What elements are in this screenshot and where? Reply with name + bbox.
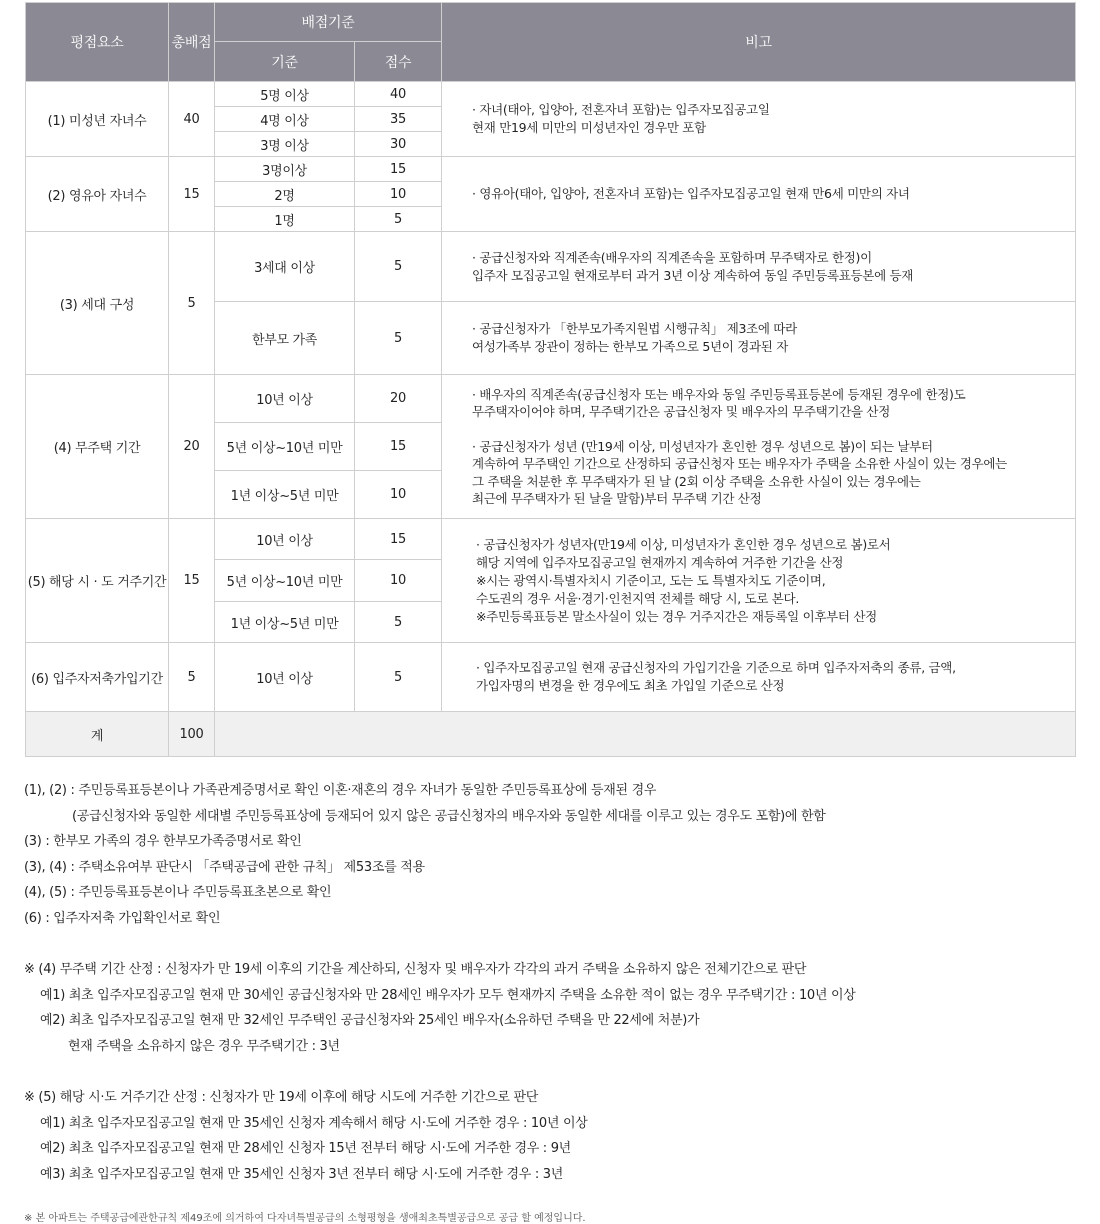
- example-line: 예2) 최초 입주자모집공고일 현재 만 32세인 무주택인 공급신청자와 25세인 배우자(소유하던 주택을 만 22세에 처분)가: [40, 1013, 700, 1029]
- total-value: 100: [169, 712, 215, 757]
- remark-line: · 공급신청자가 성년자(만19세 이상, 미성년자가 혼인한 경우 성년으로 봄)로서: [476, 536, 891, 552]
- example-line: 예3) 최초 입주자모집공고일 현재 만 35세인 신청자 3년 전부터 해당 시·도에 거주한 경우 : 3년: [40, 1166, 563, 1182]
- example-line: 예1) 최초 입주자모집공고일 현재 만 30세인 공급신청자와 만 28세인 배우자가 모두 현재까지 주택을 소유한 적이 없는 경우 무주택기간 : 10년 이상: [40, 987, 856, 1003]
- example-line: 예1) 최초 입주자모집공고일 현재 만 35세인 신청자 계속해서 해당 시·도에 거주한 경우 : 10년 이상: [40, 1115, 588, 1131]
- remark-line: ※시는 광역시·특별자치시 기준이고, 도는 도 특별자치도 기준이며,: [476, 572, 826, 588]
- remark-line: 입주자 모집공고일 현재로부터 과거 3년 이상 계속하여 동일 주민등록표등본에 등재: [472, 267, 914, 283]
- remark-line: 최근에 무주택자가 된 날을 말함)부터 무주택 기간 산정: [472, 491, 762, 506]
- score-cell: 5: [355, 302, 442, 375]
- remark-line: ※주민등록표등본 말소사실이 있는 경우 거주지간은 재등록일 이후부터 산정: [476, 608, 877, 624]
- total-cell: 15: [169, 519, 215, 643]
- remark-cell: [442, 157, 1076, 232]
- notes-section: [24, 778, 1084, 1188]
- remark-line: 수도권의 경우 서울·경기·인천지역 전체를 해당 시, 도로 본다.: [476, 590, 800, 606]
- criterion-cell: 5년 이상~10년 미만: [215, 423, 355, 471]
- remark-line: · 영유아(태아, 입양아, 전혼자녀 포함)는 입주자모집공고일 현재 만6세 미만의 자녀: [472, 186, 910, 201]
- criterion-cell: 5명 이상: [215, 82, 355, 107]
- note-line: (1), (2) : 주민등록표등본이나 가족관계증명서로 확인 이혼·재혼의 경우 자녀가 동일한 주민등록표상에 등재된 경우: [24, 783, 657, 798]
- note-line: (3) : 한부모 가족의 경우 한부모가족증명서로 확인: [24, 834, 302, 850]
- remark-line: 가입자명의 변경을 한 경우에도 최초 가입일 기준으로 산정: [476, 678, 785, 693]
- factor-cell: (3) 세대 구성: [26, 232, 169, 375]
- score-cell: 5: [355, 232, 442, 302]
- remark-line: 해당 지역에 입주자모집공고일 현재까지 계속하여 거주한 기간을 산정: [476, 554, 844, 570]
- remark-line: · 공급신청자가 성년 (만19세 이상, 미성년자가 혼인한 경우 성년으로 봄)이 되는 날부터: [472, 438, 933, 454]
- total-cell: 15: [169, 157, 215, 232]
- remark-line: · 공급신청자와 직계존속(배우자의 직계존속을 포함하며 무주택자로 한정)이: [472, 249, 872, 265]
- score-cell: 5: [355, 207, 442, 232]
- factor-cell: (4) 무주택 기간: [26, 375, 169, 519]
- example-line: 현재 주택을 소유하지 않은 경우 무주택기간 : 3년: [68, 1038, 340, 1054]
- score-cell: 35: [355, 107, 442, 132]
- note-line: ※ (4) 무주택 기간 산정 : 신청자가 만 19세 이후의 기간을 계산하되, 신청자 및 배우자가 각각의 과거 주택을 소유하지 않은 전체기간으로 판단: [24, 962, 807, 978]
- remark-cell: [442, 375, 1076, 519]
- remark-cell: [442, 232, 1076, 302]
- header-criterion: 기준: [215, 42, 355, 82]
- score-cell: 30: [355, 132, 442, 157]
- remark-cell: [442, 82, 1076, 157]
- criterion-cell: 3세대 이상: [215, 232, 355, 302]
- criterion-cell: 2명: [215, 182, 355, 207]
- criterion-cell: 5년 이상~10년 미만: [215, 560, 355, 602]
- score-cell: 10: [355, 560, 442, 602]
- score-cell: 15: [355, 519, 442, 560]
- remark-line: · 배우자의 직계존속(공급신청자 또는 배우자와 동일 주민등록표등본에 등재된 경우에 한정)도: [472, 386, 966, 402]
- score-cell: 20: [355, 375, 442, 423]
- criterion-cell: 1년 이상~5년 미만: [215, 471, 355, 519]
- spacer: [24, 932, 1084, 958]
- footer-note: ※ 본 아파트는 주택공급에관한규칙 제49조에 의거하여 다자녀특별공급의 소형평형을 생애최초특별공급으로 공급 할 예정입니다.: [24, 1213, 586, 1224]
- remark-cell: [442, 519, 1076, 643]
- criterion-cell: 1명: [215, 207, 355, 232]
- score-cell: 15: [355, 423, 442, 471]
- total-blank: [215, 712, 1076, 757]
- scoring-table: [25, 2, 1076, 757]
- note-line: ※ (5) 해당 시·도 거주기간 산정 : 신청자가 만 19세 이후에 해당 시도에 거주한 기간으로 판단: [24, 1090, 538, 1106]
- remark-cell: [442, 643, 1076, 712]
- note-line: (4), (5) : 주민등록표등본이나 주민등록표초본으로 확인: [24, 885, 332, 901]
- criterion-cell: 10년 이상: [215, 519, 355, 560]
- total-label: 계: [26, 712, 169, 757]
- total-cell: 5: [169, 232, 215, 375]
- total-cell: 5: [169, 643, 215, 712]
- remark-line: · 입주자모집공고일 현재 공급신청자의 가입기간을 기준으로 하며 입주자저축의 종류, 금액,: [476, 660, 956, 675]
- criterion-cell: 한부모 가족: [215, 302, 355, 375]
- factor-cell: (2) 영유아 자녀수: [26, 157, 169, 232]
- header-total: 총배점: [169, 3, 215, 82]
- remark-line: · 자녀(태아, 입양아, 전혼자녀 포함)는 입주자모집공고일: [472, 102, 770, 117]
- remark-line: 현재 만19세 미만의 미성년자인 경우만 포함: [472, 120, 706, 135]
- factor-cell: (5) 해당 시 · 도 거주기간: [26, 519, 169, 643]
- header-remark: 비고: [442, 3, 1076, 82]
- criterion-cell: 3명이상: [215, 157, 355, 182]
- factor-cell: (6) 입주자저축가입기간: [26, 643, 169, 712]
- criterion-cell: 10년 이상: [215, 375, 355, 423]
- remark-line: 계속하여 무주택인 기간으로 산정하되 공급신청자 또는 배우자가 주택을 소유한 사실이 있는 경우에는: [472, 456, 1007, 471]
- criterion-cell: 1년 이상~5년 미만: [215, 602, 355, 643]
- criterion-cell: 4명 이상: [215, 107, 355, 132]
- score-cell: 10: [355, 471, 442, 519]
- score-cell: 5: [355, 602, 442, 643]
- remark-cell: [442, 302, 1076, 375]
- total-cell: 40: [169, 82, 215, 157]
- score-cell: 15: [355, 157, 442, 182]
- criterion-cell: 3명 이상: [215, 132, 355, 157]
- spacer: [24, 1060, 1084, 1086]
- remark-line: 여성가족부 장관이 정하는 한부모 가족으로 5년이 경과된 자: [472, 339, 788, 354]
- header-criteria-group: 배점기준: [215, 3, 442, 42]
- note-line: (6) : 입주자저축 가입확인서로 확인: [24, 910, 221, 926]
- score-cell: 40: [355, 82, 442, 107]
- remark-line: · 공급신청자가 「한부모가족지원법 시행규칙」 제3조에 따라: [472, 321, 797, 336]
- total-cell: 20: [169, 375, 215, 519]
- remark-line: 무주택자이어야 하며, 무주택기간은 공급신청자 및 배우자의 무주택기간을 산정: [472, 404, 890, 419]
- header-factor: 평점요소: [26, 3, 169, 82]
- remark-line: 그 주택을 처분한 후 무주택자가 된 날 (2회 이상 주택을 소유한 사실이 있는 경우에는: [472, 473, 921, 489]
- remark-spacer: [472, 421, 1075, 438]
- criterion-cell: 10년 이상: [215, 643, 355, 712]
- score-cell: 5: [355, 643, 442, 712]
- factor-cell: (1) 미성년 자녀수: [26, 82, 169, 157]
- note-line: (공급신청자와 동일한 세대별 주민등록표상에 등재되어 있지 않은 공급신청자의 배우자와 동일한 세대를 이루고 있는 경우도 포함)에 한함: [72, 808, 826, 824]
- note-line: (3), (4) : 주택소유여부 판단시 「주택공급에 관한 규칙」 제53조를 적용: [24, 859, 425, 875]
- header-score: 점수: [355, 42, 442, 82]
- score-cell: 10: [355, 182, 442, 207]
- example-line: 예2) 최초 입주자모집공고일 현재 만 28세인 신청자 15년 전부터 해당 시·도에 거주한 경우 : 9년: [40, 1141, 571, 1157]
